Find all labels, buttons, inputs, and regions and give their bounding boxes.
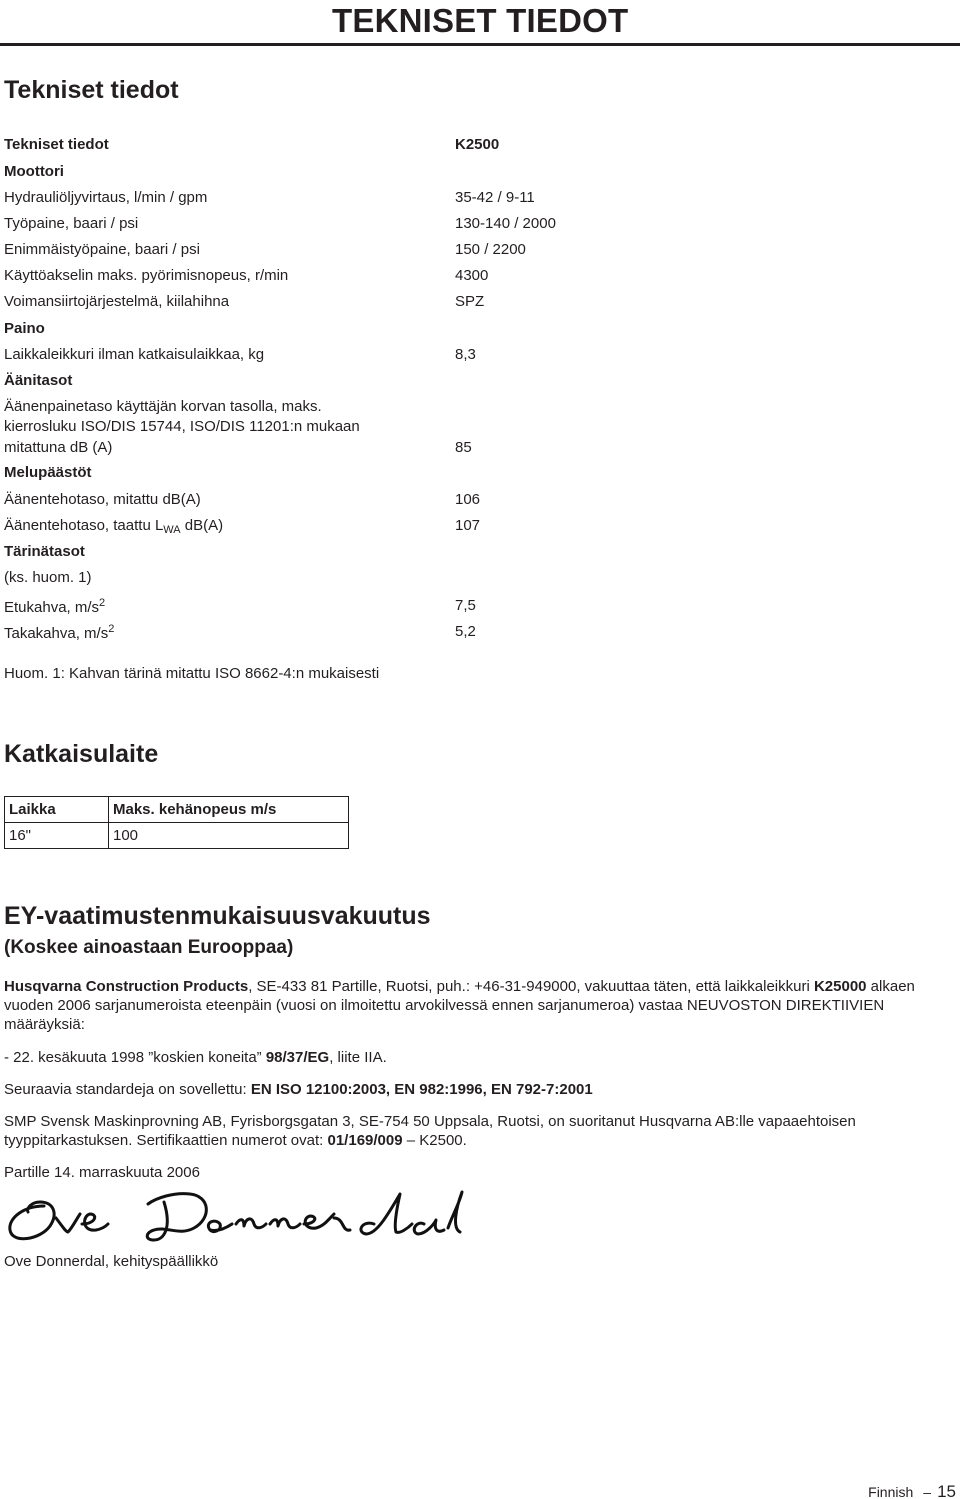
measured-label: Äänentehotaso, mitattu dB(A) [4,491,201,508]
paragraph-text: , liite IIA. [329,1049,387,1066]
shaft-speed-label: Käyttöakselin maks. pyörimisnopeus, r/min [4,267,289,284]
tech-col-label: Tekniset tiedot [4,136,109,153]
transmission-value: SPZ [455,293,485,310]
max-pressure-value: 150 / 2200 [455,241,526,258]
rear-handle-text: Takakahva, m/s [4,625,109,642]
noise-line-2: kierrosluku ISO/DIS 15744, ISO/DIS 11201:n mukaan [4,418,360,435]
cutter-max-speed: 100 [109,823,349,849]
paragraph-text: Seuraavia standardeja on sovellettu: [4,1081,251,1098]
declaration-subheading: (Koskee ainoastaan Eurooppaa) [4,937,294,958]
place-date: Partille 14. marraskuuta 2006 [4,1164,200,1181]
max-pressure-label: Enimmäistyöpaine, baari / psi [4,241,200,258]
declaration-paragraph-1 [4,977,956,1034]
section-noise: Äänitasot [4,372,73,389]
paragraph-text: – K2500. [402,1132,467,1149]
tech-col-model: K2500 [455,136,500,153]
guaranteed-value: 107 [455,517,481,534]
rear-handle-value: 5,2 [455,623,476,640]
signature-image [4,1188,464,1248]
page-number: 15 [937,1482,956,1499]
noise-value: 85 [455,439,472,456]
certificate-numbers: 01/169/009 [327,1132,403,1149]
standards-list: EN ISO 12100:2003, EN 982:1996, EN 792-7:2001 [250,1081,593,1098]
table-row [5,823,349,849]
cutter-blade-size: 16" [5,823,109,849]
pressure-label: Työpaine, baari / psi [4,215,139,232]
declaration-paragraph-4 [4,1112,956,1150]
guaranteed-label-post: dB(A) [180,517,224,534]
section-vibration: Tärinätasot [4,543,85,560]
section-engine: Moottori [4,163,64,180]
vibration-note: Huom. 1: Kahvan tärinä mitattu ISO 8662-4:n mukaisesti [4,665,380,682]
paragraph-text: alkaen vuoden 2006 sarjanumeroista eteenpäin (vuosi on ilmoitettu arvokilvessä ennen sarjanumeroa) vastaa NEUVOSTON DIREKTIIVIEN määräyksiä: [4,978,915,1033]
flow-value: 35-42 / 9-11 [455,189,535,206]
section-emissions: Melupäästöt [4,464,92,481]
vibration-note-ref: (ks. huom. 1) [4,569,92,586]
declared-model: K25000 [813,978,867,995]
measured-value: 106 [455,491,481,508]
declaration-paragraph-3 [4,1080,956,1099]
declaration-heading: EY-vaatimustenmukaisuusvakuutus [4,902,431,930]
directive-number: 98/37/EG [265,1049,330,1066]
section-weight: Paino [4,320,45,337]
company-name: Husqvarna Construction Products [4,978,249,995]
footer-separator: – [923,1484,932,1499]
rear-handle-exp: 2 [108,623,115,635]
cutter-table [4,796,349,849]
guaranteed-label-sub: WA [163,524,181,536]
paragraph-text: - 22. kesäkuuta 1998 ”koskien koneita” [4,1049,266,1066]
front-handle-exp: 2 [99,597,106,609]
cutter-heading: Katkaisulaite [4,740,159,768]
guaranteed-label [4,516,223,540]
header-rule [0,43,960,46]
shaft-speed-value: 4300 [455,267,489,284]
weight-value: 8,3 [455,346,476,363]
table-row [5,797,349,823]
paragraph-text: SMP Svensk Maskinprovning AB, Fyrisborgsgatan 3, SE-754 50 Uppsala, Ruotsi, on suoritanut Husqvarna AB:lle vapaaehtoisen tyyppitarkastuksen. Sertifikaattien numerot ovat: [4,1113,856,1149]
front-handle-value: 7,5 [455,597,476,614]
pressure-value: 130-140 / 2000 [455,215,556,232]
footer-language: Finnish [868,1484,914,1499]
rear-handle-label [4,620,114,643]
front-handle-label [4,594,105,617]
page-footer [868,1482,956,1499]
weight-label: Laikkaleikkuri ilman katkaisulaikkaa, kg [4,346,265,363]
cutter-col-speed: Maks. kehänopeus m/s [109,797,349,823]
signer-name: Ove Donnerdal, kehityspäällikkö [4,1253,219,1270]
tech-heading: Tekniset tiedot [4,76,179,104]
guaranteed-label-pre: Äänentehotaso, taattu L [4,517,164,534]
transmission-label: Voimansiirtojärjestelmä, kiilahihna [4,293,230,310]
header-title: TEKNISET TIEDOT [332,2,629,39]
front-handle-text: Etukahva, m/s [4,599,100,616]
noise-line-1: Äänenpainetaso käyttäjän korvan tasolla, maks. [4,398,322,415]
paragraph-text: , SE-433 81 Partille, Ruotsi, puh.: +46-31-949000, vakuuttaa täten, että laikkaleikkuri [248,978,814,995]
cutter-col-blade: Laikka [5,797,109,823]
declaration-paragraph-2 [4,1048,956,1067]
flow-label: Hydrauliöljyvirtaus, l/min / gpm [4,189,208,206]
noise-line-3: mitattuna dB (A) [4,439,113,456]
